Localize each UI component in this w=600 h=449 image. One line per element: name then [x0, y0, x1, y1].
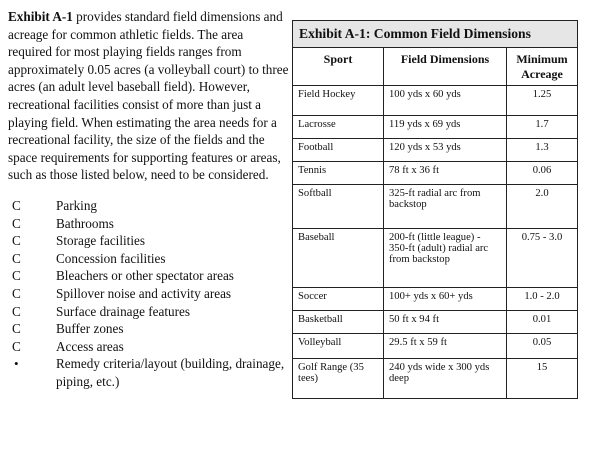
list-item-text: Bathrooms: [56, 215, 114, 231]
text-column: [8, 8, 290, 390]
cell-minimum-acreage: 1.25: [507, 86, 578, 116]
list-marker: C: [12, 338, 21, 354]
cell-field-dimensions: 240 yds wide x 300 yds deep: [384, 359, 507, 399]
list-item: [8, 232, 290, 250]
list-item: [8, 267, 290, 285]
table-row: [293, 229, 578, 288]
cell-field-dimensions: 50 ft x 94 ft: [384, 311, 507, 334]
list-marker: C: [12, 303, 21, 319]
cell-field-dimensions: 325-ft radial arc from backstop: [384, 185, 507, 229]
table-row: [293, 288, 578, 311]
list-item: [8, 355, 290, 390]
list-marker: C: [12, 197, 21, 213]
list-item: [8, 285, 290, 303]
cell-sport: Soccer: [293, 288, 384, 311]
list-marker: C: [12, 285, 21, 301]
cell-minimum-acreage: 2.0: [507, 185, 578, 229]
list-item: [8, 250, 290, 268]
cell-minimum-acreage: 1.0 - 2.0: [507, 288, 578, 311]
cell-minimum-acreage: 0.05: [507, 334, 578, 359]
cell-sport: Lacrosse: [293, 116, 384, 139]
cell-minimum-acreage: 1.7: [507, 116, 578, 139]
list-item-text: Buffer zones: [56, 321, 124, 337]
list-item: [8, 320, 290, 338]
list-item-text: Parking: [56, 197, 98, 213]
table-row: [293, 359, 578, 399]
cell-field-dimensions: 120 yds x 53 yds: [384, 139, 507, 162]
cell-field-dimensions: 119 yds x 69 yds: [384, 116, 507, 139]
table-row: [293, 116, 578, 139]
table-row: [293, 334, 578, 359]
list-marker: C: [12, 321, 21, 337]
cell-sport: Softball: [293, 185, 384, 229]
cell-sport: Field Hockey: [293, 86, 384, 116]
requirements-list: [8, 197, 290, 391]
list-marker: •: [14, 356, 19, 372]
table-row: [293, 139, 578, 162]
list-item: [8, 215, 290, 233]
list-marker: C: [12, 250, 21, 266]
list-item: [8, 197, 290, 215]
list-item-text: Bleachers or other spectator areas: [56, 268, 234, 284]
cell-sport: Tennis: [293, 162, 384, 185]
cell-sport: Volleyball: [293, 334, 384, 359]
cell-field-dimensions: 29.5 ft x 59 ft: [384, 334, 507, 359]
list-item-text: Spillover noise and activity areas: [56, 285, 232, 301]
column-header-field-dimensions: Field Dimensions: [384, 48, 507, 86]
intro-text: provides standard field dimensions and acreage for common athletic fields. The area required for most playing fields ranges from approximately 0.05 acres (a volleyball court) to three acres (an adult level baseball field). However, recreational facilities consist of more than just a playing field. When estimating the area needs for a recreational facility, the size of the fields and the space requirements for supporting features or areas, such as those listed below, need to be considered.: [8, 9, 289, 183]
cell-field-dimensions: 100 yds x 60 yds: [384, 86, 507, 116]
cell-minimum-acreage: 0.06: [507, 162, 578, 185]
field-dimensions-table: [292, 20, 578, 399]
table-caption: Exhibit A-1: Common Field Dimensions: [293, 21, 578, 48]
cell-minimum-acreage: 15: [507, 359, 578, 399]
intro-lead: Exhibit A-1: [8, 9, 73, 24]
table-row: [293, 86, 578, 116]
list-item-text: Concession facilities: [56, 250, 166, 266]
cell-sport: Baseball: [293, 229, 384, 288]
list-item: [8, 303, 290, 321]
list-item-text: Storage facilities: [56, 233, 145, 249]
list-item-text: Access areas: [56, 338, 124, 354]
table-row: [293, 162, 578, 185]
cell-minimum-acreage: 0.01: [507, 311, 578, 334]
cell-sport: Basketball: [293, 311, 384, 334]
cell-field-dimensions: 100+ yds x 60+ yds: [384, 288, 507, 311]
column-header-sport: Sport: [293, 48, 384, 86]
list-item-text: Remedy criteria/layout (building, drainage, piping, etc.): [56, 356, 285, 389]
column-header-minimum-acreage: Minimum Acreage: [507, 48, 578, 86]
list-marker: C: [12, 233, 21, 249]
intro-paragraph: [8, 8, 290, 184]
cell-field-dimensions: 200-ft (little league) - 350-ft (adult) radial arc from backstop: [384, 229, 507, 288]
table-row: [293, 185, 578, 229]
cell-field-dimensions: 78 ft x 36 ft: [384, 162, 507, 185]
table-row: [293, 311, 578, 334]
cell-minimum-acreage: 1.3: [507, 139, 578, 162]
list-marker: C: [12, 268, 21, 284]
list-item-text: Surface drainage features: [56, 303, 190, 319]
cell-minimum-acreage: 0.75 - 3.0: [507, 229, 578, 288]
cell-sport: Golf Range (35 tees): [293, 359, 384, 399]
list-marker: C: [12, 215, 21, 231]
cell-sport: Football: [293, 139, 384, 162]
list-item: [8, 338, 290, 356]
